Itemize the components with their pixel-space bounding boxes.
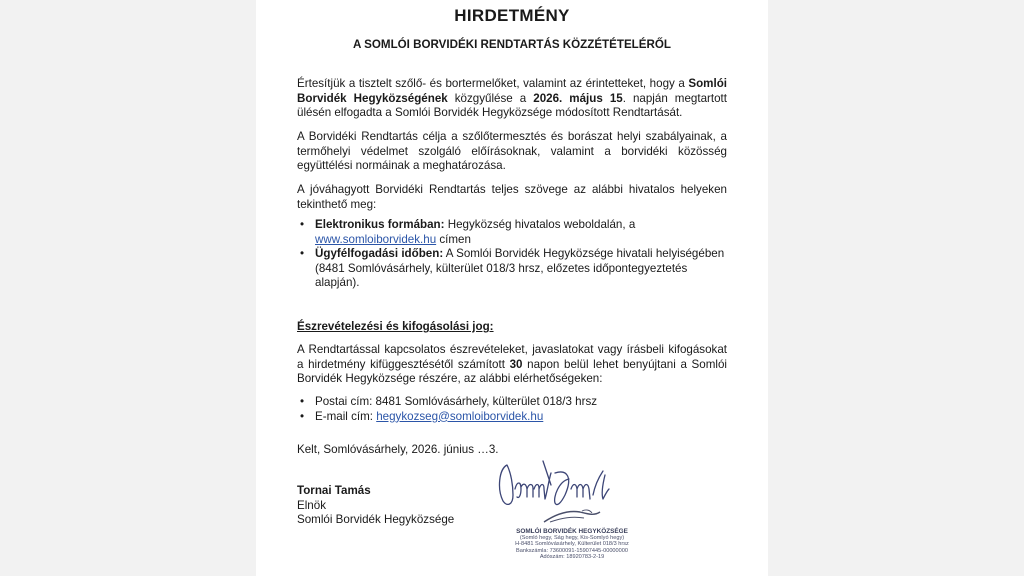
document-page bbox=[256, 0, 768, 576]
hegykozseg-name: Somlói Borvidék Hegyközségének bbox=[297, 77, 727, 105]
paragraph-objection bbox=[297, 343, 727, 387]
paragraph-announcement bbox=[297, 77, 727, 121]
signer-name: Tornai Tamás bbox=[297, 484, 371, 497]
stamp-line: (Somló hegy, Ság hegy, Kis-Somlyó hegy) bbox=[519, 535, 625, 541]
meeting-date: 2026. május 15 bbox=[533, 91, 623, 105]
electronic-label: Elektronikus formában: bbox=[315, 218, 445, 231]
electronic-text: Hegyközség hivatalos weboldalán, a bbox=[444, 218, 636, 231]
document-subtitle: A SOMLÓI BORVIDÉKI RENDTARTÁS KÖZZÉTÉTELÉRŐL bbox=[353, 38, 671, 51]
signer-org: Somlói Borvidék Hegyközsége bbox=[297, 513, 455, 527]
objection-heading: Észrevételezési és kifogásolási jog: bbox=[297, 320, 494, 333]
email-link[interactable]: hegykozseg@somloiborvidek.hu bbox=[376, 409, 544, 423]
stamp-logo-icon bbox=[542, 508, 602, 524]
office-text: A Somlói Borvidék Hegyközsége hivatali helyiségében (8481 Somlóvásárhely, külterület 018/3 hrsz, előzetes időpontegyeztetés alapján). bbox=[315, 247, 725, 290]
deadline-days: 30 bbox=[509, 357, 523, 371]
contact-list bbox=[297, 395, 727, 424]
places-list bbox=[297, 218, 727, 291]
stamp-title: SOMLÓI BORVIDÉK HEGYKÖZSÉGE bbox=[516, 527, 628, 535]
list-item-email bbox=[297, 410, 727, 425]
stamp-line: H-8481 Somlóvásárhely, Külterület 018/3 hrsz bbox=[515, 541, 629, 548]
signature-image bbox=[493, 455, 633, 515]
text: Értesítjük a tisztelt szőlő- és bortermelőket, valamint az érintetteket, hogy a bbox=[297, 77, 689, 90]
text: A Rendtartással kapcsolatos észrevételeket, javaslatokat vagy írásbeli kifogásokat a hirdetmény kifüggesztésétől számított bbox=[297, 343, 727, 371]
text: napon belül lehet benyújtani a Somlói Borvidék Hegyközsége részére, az alábbi elérhetőségeken: bbox=[297, 357, 727, 386]
list-item-electronic bbox=[297, 218, 727, 247]
document-title: HIRDETMÉNY bbox=[454, 6, 570, 25]
electronic-tail: címen bbox=[436, 232, 471, 246]
stamp-line: Bankszámla: 73600091-15907445-00000000 bbox=[516, 547, 628, 554]
email-label: E-mail cím: bbox=[315, 409, 377, 423]
stamp-line: Adószám: 18920783-2-19 bbox=[539, 554, 605, 561]
date-line: Kelt, Somlóvásárhely, 2026. június …3. bbox=[297, 443, 499, 456]
paragraph-availability: A jóváhagyott Borvidéki Rendtartás teljes szövege az alábbi hivatalos helyeken tekinthető meg: bbox=[297, 183, 727, 211]
website-link[interactable]: www.somloiborvidek.hu bbox=[315, 232, 437, 246]
signer-role: Elnök bbox=[297, 498, 327, 512]
list-item-office bbox=[297, 247, 727, 291]
paragraph-purpose: A Borvidéki Rendtartás célja a szőlőtermesztés és borászat helyi szabályainak, a termőhelyi védelmet szolgáló előírásoknak, valamint a borvidéki közösség együttélési normáinak a meghatározása. bbox=[297, 130, 727, 173]
text: . napján megtartott ülésén elfogadta a Somlói Borvidék Hegyközsége módosított Rendtartását. bbox=[297, 91, 727, 120]
list-item-postal: • Postai cím: 8481 Somlóvásárhely, külterület 018/3 hrsz bbox=[297, 395, 727, 410]
office-label: Ügyfélfogadási időben: bbox=[315, 247, 444, 261]
text: közgyűlése a bbox=[447, 91, 534, 105]
official-stamp bbox=[507, 508, 637, 561]
